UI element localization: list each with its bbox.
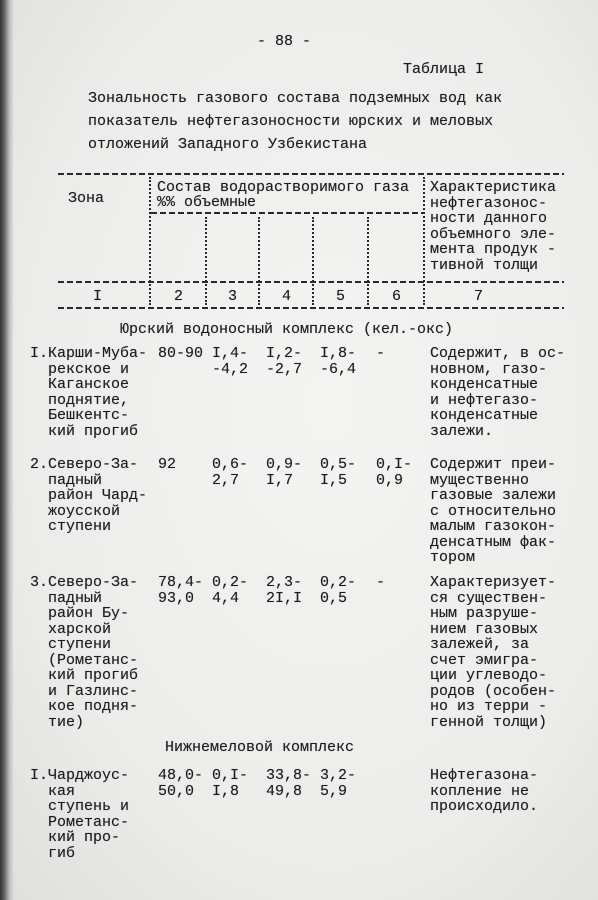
cell-col-2: 92	[158, 456, 177, 473]
cell-col-5: 3,2- 5,9	[320, 767, 357, 800]
header-top-rule	[58, 173, 564, 175]
cell-col-3: 0,2- 4,4	[212, 574, 249, 607]
column-divider-3	[258, 217, 260, 305]
cell-characteristic: Характеризует- ся существен- ным разруше- нием газовых залежей, за счет эмигра- ции углеводо- родов (особен- но из терри - генной толщи)	[430, 574, 557, 731]
header-characteristic: Характеристика нефтегазонос- ности данного объемного эле- мента продук - тивной толщи	[430, 179, 557, 274]
table-label: Таблица I	[403, 61, 485, 78]
cell-col-6: -	[376, 574, 386, 591]
cell-characteristic: Содержит, в ос- новном, газо- конденсатные и нефтегазо- конденсатные залежи.	[430, 345, 566, 440]
cell-col-5: 0,5- I,5	[320, 456, 357, 489]
cell-zone: 2.Северо-За- падный район Чард- жоусской ступени	[30, 456, 148, 535]
column-divider-6	[423, 177, 425, 305]
cell-zone: 3.Северо-За- падный район Бу- харской ступени (Рометанс- кий прогиб и Газлинс- кое подня- тие)	[30, 574, 139, 731]
cell-col-3: I,4- -4,2	[212, 345, 249, 378]
cell-col-6: -	[376, 345, 386, 362]
cell-col-4: I,2- -2,7	[266, 345, 303, 378]
cell-col-3: 0,I- I,8	[212, 767, 249, 800]
column-divider-2	[205, 217, 207, 305]
header-composition: Состав водорастворимого газа	[157, 179, 410, 196]
column-divider-5	[367, 217, 369, 305]
cell-col-5: 0,2- 0,5	[320, 574, 357, 607]
cell-characteristic: Нефтегазона- копление не происходило.	[430, 767, 539, 815]
header-composition-unit: %% объемные	[157, 194, 257, 211]
cell-zone: I.Чарджоус- кая ступень и Рометанс- кий про- гиб	[30, 767, 130, 862]
cell-col-3: 0,6- 2,7	[212, 456, 249, 489]
column-divider-4	[312, 217, 314, 305]
column-divider-1	[149, 177, 151, 305]
column-number-5: 5	[336, 288, 346, 305]
column-number-2: 2	[174, 288, 184, 305]
header-sub-rule	[151, 212, 423, 214]
column-number-7: 7	[474, 288, 484, 305]
column-number-4: 4	[282, 288, 292, 305]
cell-col-2: 78,4- 93,0	[158, 574, 204, 607]
cell-col-5: I,8- -6,4	[320, 345, 357, 378]
header-bottom-rule	[58, 281, 564, 283]
column-number-6: 6	[392, 288, 402, 305]
section-title-jurassic: Юрский водоносный комплекс (кел.-окс)	[120, 321, 454, 338]
column-number-3: 3	[228, 288, 238, 305]
cell-col-4: 0,9- I,7	[266, 456, 303, 489]
table-title: Зональность газового состава подземных вод как показатель нефтегазоносности юрских и меловых отложений Западного Узбекистана	[88, 90, 503, 153]
section-title-lower-cretaceous: Нижнемеловой комплекс	[165, 739, 355, 756]
scan-edge-shadow	[0, 0, 14, 900]
cell-col-6: 0,I- 0,9	[376, 456, 413, 489]
page-number: - 88 -	[257, 33, 312, 50]
cell-col-2: 48,0- 50,0	[158, 767, 204, 800]
cell-characteristic: Содержит преи- мущественно газовые залежи с относительно малым газокон- денсатным фак- тором	[430, 456, 557, 566]
column-numbers-rule	[58, 307, 564, 309]
cell-zone: I.Карши-Муба- рекское и Каганское поднятие, Бешкентс- кий прогиб	[30, 345, 148, 440]
cell-col-4: 33,8- 49,8	[266, 767, 312, 800]
column-number-1: I	[93, 288, 103, 305]
header-zone: Зона	[68, 190, 105, 207]
cell-col-2: 80-90	[158, 345, 204, 362]
cell-col-4: 2,3- 2I,I	[266, 574, 303, 607]
